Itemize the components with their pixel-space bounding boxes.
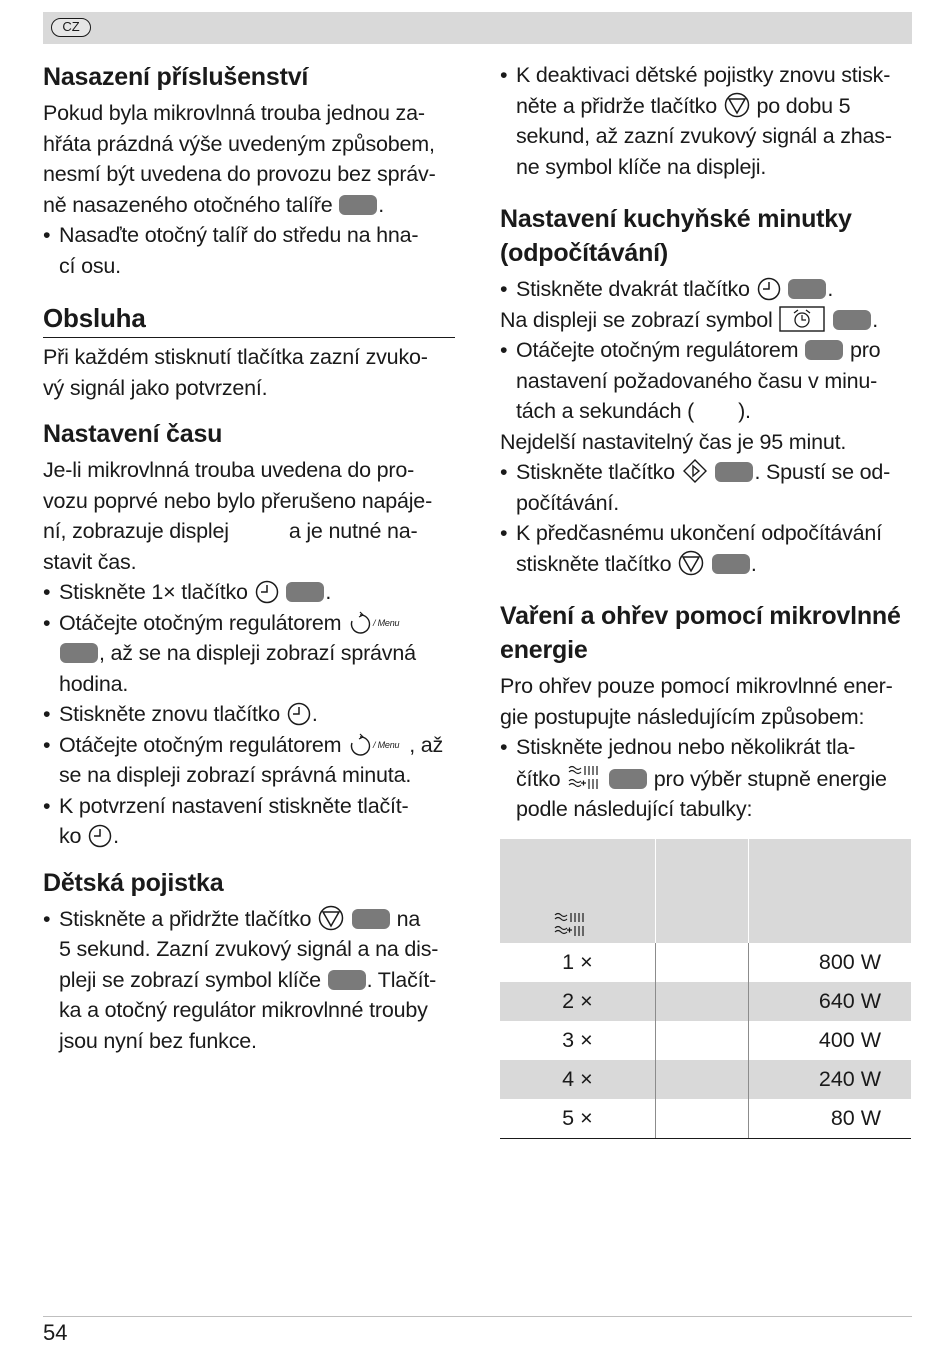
table-cell bbox=[655, 943, 748, 982]
list-item: • Otáčejte otočným regulátorem / Menu , až se na displeji zobrazí správná hodina. bbox=[43, 608, 455, 700]
key-placeholder bbox=[609, 769, 647, 789]
microwave-power-icon bbox=[553, 910, 587, 938]
clock-icon bbox=[255, 580, 279, 604]
table-header-cell bbox=[655, 839, 748, 943]
table-header-cell bbox=[500, 839, 655, 943]
table-header-cell bbox=[748, 839, 911, 943]
key-placeholder bbox=[833, 310, 871, 330]
power-value: 80 W bbox=[748, 1099, 911, 1139]
paragraph: Při každém stisknutí tlačítka zazní zvuko- vý signál jako potvrzení. bbox=[43, 345, 428, 400]
list-item: • Otáčejte otočným regulátorem pro nastavení požadovaného času v minu- tách a sekundách ( ). bbox=[500, 335, 911, 427]
paragraph: Pro ohřev pouze pomocí mikrovlnné ener- gie postupujte následujícím způsobem: bbox=[500, 674, 893, 729]
list-item: • Stiskněte znovu tlačítko . bbox=[43, 699, 455, 730]
list-item: • Nasaďte otočný talíř do středu na hna- cí osu. bbox=[43, 220, 455, 281]
table-row bbox=[500, 1060, 911, 1099]
paragraph: Pokud byla mikrovlnná trouba jednou za- bbox=[43, 101, 425, 125]
footer-divider bbox=[43, 1316, 912, 1317]
section-title-microwave-cooking: Vaření a ohřev pomocí mikrovlnné energie bbox=[500, 602, 901, 664]
language-badge: CZ bbox=[51, 18, 91, 37]
key-placeholder bbox=[352, 909, 390, 929]
alarm-clock-icon bbox=[779, 306, 825, 332]
power-value: 800 W bbox=[748, 943, 911, 982]
list-item: • Otáčejte otočným regulátorem / Menu , až se na displeji zobrazí správná minuta. bbox=[43, 730, 455, 791]
power-value: 640 W bbox=[748, 982, 911, 1021]
list-item: • K deaktivaci dětské pojistky znovu stisk- něte a přidrže tlačítko po dobu 5 sekund, až zazní zvukový signál a zhas- ne symbol klíče na displeji. bbox=[500, 60, 911, 182]
key-placeholder bbox=[286, 582, 324, 602]
key-placeholder bbox=[788, 279, 826, 299]
key-placeholder bbox=[60, 643, 98, 663]
section-title-kitchen-timer: Nastavení kuchyňské minutky (odpočítávání) bbox=[500, 205, 852, 267]
rotary-dial-icon bbox=[348, 733, 408, 757]
table-header-row bbox=[500, 839, 911, 943]
clock-icon bbox=[287, 702, 311, 726]
left-column bbox=[43, 60, 455, 1056]
power-level-table bbox=[500, 839, 911, 1139]
power-value: 400 W bbox=[748, 1021, 911, 1060]
press-count: 5 × bbox=[500, 1099, 655, 1139]
table-row bbox=[500, 982, 911, 1021]
list-item: • K předčasnému ukončení odpočítávání stiskněte tlačítko . bbox=[500, 518, 911, 579]
clock-icon bbox=[757, 277, 781, 301]
start-icon bbox=[682, 458, 708, 484]
paragraph: Je-li mikrovlnná trouba uvedena do pro- vozu poprvé nebo bylo přerušeno napáje- ní, zobrazuje displej a je nutné na- stavit čas. bbox=[43, 458, 433, 574]
stop-icon bbox=[318, 905, 344, 931]
list-item: • K potvrzení nastavení stiskněte tlačít- ko . bbox=[43, 791, 455, 852]
paragraph: Nejdelší nastavitelný čas je 95 minut. bbox=[500, 429, 847, 454]
press-count: 4 × bbox=[500, 1060, 655, 1099]
list-item: • Stiskněte a přidržte tlačítko na 5 sekund. Zazní zvukový signál a na dis- pleji se zobrazí symbol klíče . Tlačít- ka a otočný regulátor mikrovlnné trouby jsou nyní bez funkce. bbox=[43, 904, 455, 1057]
paragraph: hřáta prázdná výše uvedeným způsobem, bbox=[43, 131, 435, 156]
table-row bbox=[500, 1021, 911, 1060]
power-value: 240 W bbox=[748, 1060, 911, 1099]
svg-text:/ Menu: / Menu bbox=[373, 617, 400, 628]
table-cell bbox=[655, 982, 748, 1021]
key-placeholder bbox=[715, 462, 753, 482]
key-placeholder bbox=[339, 195, 377, 215]
key-placeholder bbox=[805, 340, 843, 360]
svg-text:/ Menu: / Menu bbox=[373, 739, 400, 750]
press-count: 1 × bbox=[562, 949, 593, 974]
list-item: • Stiskněte tlačítko . Spustí se od- počítávání. bbox=[500, 457, 911, 518]
microwave-power-icon bbox=[567, 763, 601, 791]
list-item: • Stiskněte 1× tlačítko . bbox=[43, 577, 455, 608]
section-title-accessories: Nasazení příslušenství bbox=[43, 63, 309, 91]
list-item: • Stiskněte jednou nebo několikrát tla- čítko pro výběr stupně energie podle následující tabulky: bbox=[500, 732, 911, 825]
list-item: • Stiskněte dvakrát tlačítko . bbox=[500, 274, 911, 305]
table-cell bbox=[655, 1021, 748, 1060]
right-column bbox=[500, 60, 911, 1139]
paragraph: ně nasazeného otočného talíře . bbox=[43, 192, 385, 217]
press-count: 2 × bbox=[500, 982, 655, 1021]
table-row bbox=[500, 1099, 911, 1139]
key-placeholder bbox=[712, 554, 750, 574]
table-cell bbox=[655, 1099, 748, 1139]
header-bar bbox=[43, 12, 912, 44]
press-count: 3 × bbox=[562, 1027, 593, 1052]
stop-icon bbox=[678, 550, 704, 576]
section-title-child-lock: Dětská pojistka bbox=[43, 868, 224, 897]
paragraph: Na displeji se zobrazí symbol . bbox=[500, 307, 878, 332]
paragraph: nesmí být uvedena do provozu bez správ- bbox=[43, 162, 436, 186]
table-row bbox=[500, 943, 911, 982]
clock-icon bbox=[88, 824, 112, 848]
key-placeholder bbox=[328, 970, 366, 990]
rotary-dial-icon bbox=[348, 611, 408, 635]
section-title-time-setting: Nastavení času bbox=[43, 420, 223, 448]
table-cell bbox=[655, 1060, 748, 1099]
stop-icon bbox=[724, 92, 750, 118]
page-number: 54 bbox=[43, 1320, 68, 1345]
section-title-operation: Obsluha bbox=[43, 301, 455, 338]
